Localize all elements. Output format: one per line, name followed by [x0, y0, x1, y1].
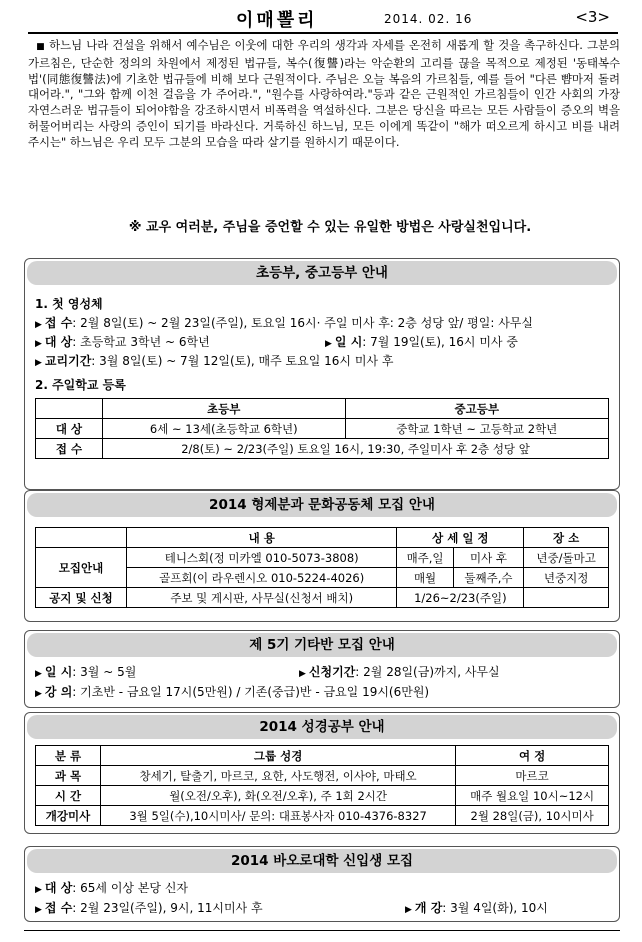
- info-row: ▶ 대 상: 초등학교 3학년 ~ 6학년: [35, 335, 210, 349]
- bible-table: 분 류 그룹 성경 여 정 과 목 창세기, 탈출기, 마르코, 요한, 사도행전, 이사야, 마태오 마르코 시 간 월(오전/오후), 화(오전/오후), 주 1회 2시간 매주 월요일 10시~12시 개강미사 3월 5일(수),10시미사/ 문의: 대표봉사자 010-4376-8327 2월 28일(금), 10시미사: [35, 745, 609, 826]
- triangle-bullet-icon: ▶: [35, 689, 42, 699]
- info-row: ▶ 접 수: 2월 23일(주일), 9시, 11시미사 후: [35, 901, 263, 915]
- sunday-school-table: 초등부 중고등부 대 상 6세 ~ 13세(초등학교 6학년) 중학교 1학년 ~ 고등학교 2학년 접 수 2/8(토) ~ 2/23(주일) 토요일 16시, 19:30, 주일미사 후 2층 성당 앞: [35, 398, 609, 459]
- triangle-bullet-icon: ▶: [35, 905, 42, 915]
- section-guitar: [24, 630, 620, 708]
- sunday-school-heading: 2. 주일학교 등록: [35, 378, 126, 392]
- info-row: ▶ 대 상: 65세 이상 본당 신자: [35, 881, 189, 895]
- section-title: 2014 성경공부 안내: [27, 715, 617, 739]
- first-communion-heading: 1. 첫 영성체: [35, 297, 103, 311]
- footer-divider: [24, 930, 620, 931]
- triangle-bullet-icon: ▶: [299, 669, 306, 679]
- section-youth: [24, 258, 620, 490]
- triangle-bullet-icon: ▶: [325, 339, 332, 349]
- info-row: ▶ 강 의: 기초반 - 금요일 17시(5만원) / 기존(중급)반 - 금요일 19시(6만원): [35, 685, 430, 699]
- info-row: ▶ 일 시: 3월 ~ 5월: [35, 665, 137, 679]
- info-row: ▶ 일 시: 7월 19일(토), 16시 미사 중: [325, 335, 518, 349]
- triangle-bullet-icon: ▶: [35, 669, 42, 679]
- intro-paragraph: [28, 38, 620, 151]
- info-row: ▶ 신청기간: 2월 28일(금)까지, 사무실: [299, 665, 500, 679]
- section-title: 제 5기 기타반 모집 안내: [27, 633, 617, 657]
- square-bullet-icon: ■: [36, 42, 46, 52]
- page-header: [28, 6, 618, 34]
- section-title: 초등부, 중고등부 안내: [27, 261, 617, 285]
- triangle-bullet-icon: ▶: [35, 885, 42, 895]
- intro-text: 하느님 나라 건설을 위해서 예수님은 이웃에 대한 우리의 생각과 자세를 온전히 새롭게 할 것을 촉구하신다. 그분의 가르침은, 단순한 정의의 차원에서 제정된 법규들, 복수(復讐)라는 악순환의 고리를 끊을 목적으로 제정된 '동태복수법'(同態復讐法)에 기초한 법규들에 비해 보다 근원적이다. 주님은 오늘 복음의 가르침들, 예를 들어 "다른 뺨마저 돌려 대어라.", "그와 함께 이천 걸음을 가 주어라.", "원수를 사랑하여라."등과 같은 근원적인 가르침들이 인간 사회의 가장 자연스러운 법규들이 되어야함을 강조하시면서 비폭력을 역설하신다. 그분은 당신을 따르는 모든 사람들이 증오의 벽을 허물어버리는 사랑의 증인이 되기를 바라신다. 거룩하신 하느님, 모든 이에게 똑같이 "해가 떠오르게 하시고 비를 내려 주시는" 하느님은 우리 모두 그분의 모습을 따라 살기를 원하시기 때문이다.: [28, 38, 620, 149]
- section-title: 2014 형제분과 문화공동체 모집 안내: [27, 493, 617, 517]
- bulletin-title: 이매뽈리: [236, 10, 318, 31]
- info-row: ▶ 접 수: 2월 8일(토) ~ 2월 23일(주일), 토요일 16시· 주일 미사 후: 2층 성당 앞/ 평일: 사무실: [35, 316, 533, 330]
- section-paul-college: [24, 846, 620, 922]
- intro-closing: ※ 교우 여러분, 주님을 증언할 수 있는 유일한 방법은 사랑실천입니다.: [128, 220, 532, 235]
- bulletin-date: 2014. 02. 16: [384, 12, 473, 26]
- culture-table: 내 용 상 세 일 정 장 소 모집안내 테니스회(정 미카엘 010-5073-3808) 매주,일 미사 후 년중/돌마고 골프회(이 라우렌시오 010-5224-4026) 매월 둘째주,수 년중지정 공지 및 신청 주보 및 게시판, 사무실(신청서 배치) 1/26~2/23(주일): [35, 527, 609, 608]
- triangle-bullet-icon: ▶: [35, 358, 42, 368]
- section-bible: [24, 712, 620, 834]
- info-row: ▶ 개 강: 3월 4일(화), 10시: [405, 901, 548, 915]
- section-culture: [24, 490, 620, 622]
- page-number: <3>: [575, 8, 610, 26]
- info-row: ▶ 교리기간: 3월 8일(토) ~ 7월 12일(토), 매주 토요일 16시 미사 후: [35, 354, 394, 368]
- triangle-bullet-icon: ▶: [405, 905, 412, 915]
- triangle-bullet-icon: ▶: [35, 320, 42, 330]
- section-title: 2014 바오로대학 신입생 모집: [27, 849, 617, 873]
- triangle-bullet-icon: ▶: [35, 339, 42, 349]
